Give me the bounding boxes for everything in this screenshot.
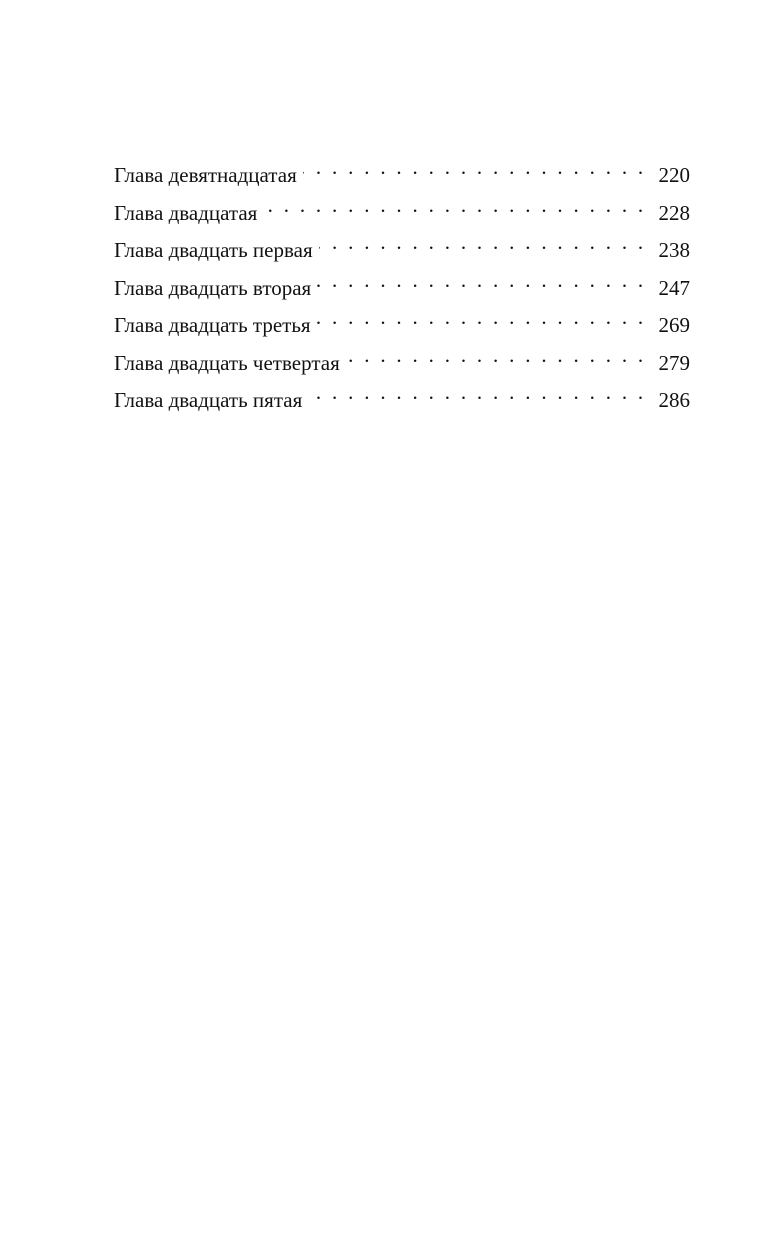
table-of-contents [114,152,690,415]
toc-entry-page: 238 [658,238,690,262]
toc-entry [114,227,690,265]
toc-entry-page: 279 [658,350,690,375]
toc-entry-page: 220 [658,163,690,187]
toc-entry [114,190,690,228]
toc-entry [114,302,690,340]
toc-entry-title: Глава двадцатая [114,200,258,225]
toc-entry [114,265,690,303]
toc-entry [114,340,690,378]
toc-entry-page: 286 [658,388,690,412]
toc-entry-page: 228 [658,200,690,225]
dot-leader [346,340,646,370]
dot-leader [308,377,646,407]
toc-entry-title: Глава двадцать четвертая [114,350,340,375]
toc-entry [114,377,690,415]
toc-entry-title: Глава двадцать третья [114,313,311,337]
dot-leader [303,152,646,182]
toc-entry [114,152,690,190]
dot-leader [319,227,646,257]
toc-entry-title: Глава двадцать вторая [114,275,312,300]
dot-leader [263,190,646,220]
dot-leader [317,265,646,295]
dot-leader [317,302,646,332]
toc-entry-title: Глава девятнадцатая [114,163,297,187]
toc-entry-page: 269 [658,313,690,337]
toc-entry-title: Глава двадцать первая [114,238,313,262]
toc-entry-page: 247 [658,275,690,300]
toc-entry-title: Глава двадцать пятая [114,388,303,412]
